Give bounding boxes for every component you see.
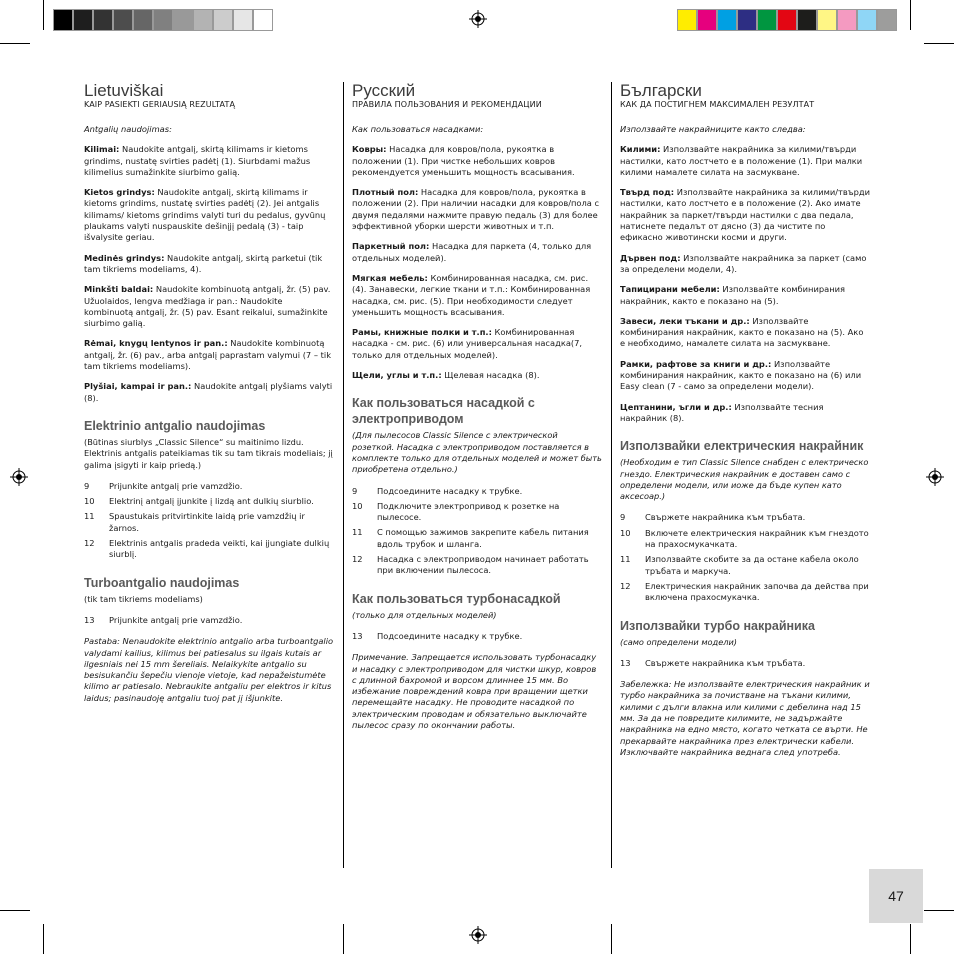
turbo-heading: Как пользоваться турбонасадкой — [352, 591, 561, 606]
step-item — [84, 511, 334, 534]
registration-mark-icon — [469, 10, 487, 28]
step-text: Prijunkite antgalį prie vamzdžio. — [109, 614, 243, 625]
crop-mark — [0, 910, 30, 911]
usage-item-label: Rėmai, knygų lentynos ir pan.: — [84, 338, 228, 349]
usage-item-label: Паркетный пол: — [352, 241, 430, 252]
usage-item — [352, 273, 602, 318]
step-number: 11 — [620, 554, 631, 565]
color-swatch — [113, 9, 133, 31]
section-subtitle: ПРАВИЛА ПОЛЬЗОВАНИЯ И РЕКОМЕНДАЦИИ — [352, 100, 542, 109]
crop-mark — [43, 0, 44, 30]
usage-item-label: Kilimai: — [84, 144, 120, 155]
step-item — [84, 615, 334, 626]
color-swatch — [193, 9, 213, 31]
usage-item-label: Щели, углы и т.п.: — [352, 370, 442, 381]
column-russian — [352, 82, 602, 740]
step-number: 12 — [84, 538, 95, 549]
color-calibration-bar — [677, 9, 897, 31]
usage-item-text: Комбинированная насадка, см. рис. (4). Занавески, легкие ткани и т.п.: Комбинированная насадка, см. рис. (5). При необходимости следует уменьшить мощность всасывания. — [352, 272, 591, 317]
usage-item-label: Плотный пол: — [352, 187, 419, 198]
step-text: Свържете накрайника към тръбата. — [645, 512, 806, 523]
usage-item-text: Naudokite kombinuotą antgalį, žr. (6) pav., arba antgalį paprastam valymui (7 – tik tam tikriems modeliams). — [84, 338, 331, 372]
usage-item-label: Тапицирани мебели: — [620, 284, 720, 295]
crop-mark — [343, 924, 344, 954]
usage-item-text: Използвайте тесния накрайник (8). — [620, 401, 824, 423]
color-swatch — [93, 9, 113, 31]
page-number: 47 — [869, 869, 923, 923]
color-swatch — [717, 9, 737, 31]
usage-item-text: Щелевая насадка (8). — [441, 370, 540, 381]
step-number: 11 — [84, 511, 95, 522]
intro-text: Използвайте накрайниците както следва: — [620, 124, 806, 134]
color-swatch — [677, 9, 697, 31]
step-item — [620, 581, 870, 604]
step-item — [84, 496, 334, 507]
intro-text: Antgalių naudojimas: — [84, 124, 172, 134]
step-text: Използвайте скобите за да остане кабела около тръбата и маркуча. — [645, 554, 859, 576]
step-number: 10 — [84, 496, 95, 507]
color-swatch — [757, 9, 777, 31]
step-text: Свържете накрайника към тръбата. — [645, 657, 806, 668]
usage-item — [352, 370, 602, 381]
turbo-heading: Използвайки турбо накрайника — [620, 618, 815, 633]
electric-heading: Как пользоваться насадкой с электроприводом — [352, 396, 535, 427]
step-text: Prijunkite antgalį prie vamzdžio. — [109, 480, 243, 491]
color-swatch — [53, 9, 73, 31]
usage-list — [620, 144, 870, 424]
color-swatch — [777, 9, 797, 31]
usage-item — [352, 241, 602, 264]
electric-steps — [352, 486, 602, 577]
color-swatch — [73, 9, 93, 31]
usage-item-text: Naudokite antgalį, skirtą kilimams ir kietoms grindims, nustatę svirties padėtį (2). Jei antgalis kilimams/ kietoms grindims valyti turi du pedalus, gyvūnų plaukams valyti nuspauskite dešinįjį pedalą (3) - taip išvalysite geriau. — [84, 187, 326, 243]
step-item — [352, 631, 602, 642]
electric-heading: Elektrinio antgalio naudojimas — [84, 418, 266, 433]
step-number: 13 — [620, 657, 631, 668]
step-text: Насадка с электроприводом начинает работать при включении пылесоса. — [377, 554, 589, 576]
usage-item — [84, 284, 334, 329]
electric-note: (Для пылесосов Classic Silence с электрической розеткой. Насадка с электроприводом поставляется в комплекте только для отдельных моделей и может быть приобретена отдельно.) — [352, 430, 602, 475]
crop-mark — [910, 0, 911, 30]
usage-item — [84, 253, 334, 276]
color-swatch — [877, 9, 897, 31]
electric-steps — [84, 481, 334, 561]
electric-heading: Използвайки електрическия накрайник — [620, 439, 864, 454]
step-number: 12 — [352, 554, 363, 565]
crop-mark — [0, 43, 30, 44]
section-title: Русский — [352, 81, 416, 100]
section-subtitle: KAIP PASIEKTI GERIAUSIĄ REZULTATĄ — [84, 100, 236, 109]
step-number: 9 — [620, 512, 626, 523]
step-item — [620, 512, 870, 523]
usage-item-text: Насадка для ковров/пола, рукоятка в положении (1). При чистке небольших ковров рекомендуется уменьшить мощность всасывания. — [352, 144, 575, 177]
usage-list — [352, 144, 602, 381]
usage-item — [620, 316, 870, 350]
usage-item-label: Medinės grindys: — [84, 252, 165, 263]
usage-item-text: Използвайте комбинирания накрайник, както е показано на (6) или Easy clean (7 - само за определени модели). — [620, 358, 862, 392]
step-number: 11 — [352, 527, 363, 538]
remark-text: Примечание. Запрещается использовать турбонасадку и насадку с электроприводом для чистки шкур, ковров с длинной бахромой и ворсом длиннее 15 мм. Во избежание повреждений ковра при вращении щетки перемещайте насадку. Не проводите насадкой по электрическим проводам и обязательно выключайте пылесос сразу по окончании работы. — [352, 652, 597, 730]
color-swatch — [797, 9, 817, 31]
usage-item — [620, 144, 870, 178]
color-swatch — [817, 9, 837, 31]
color-swatch — [857, 9, 877, 31]
step-number: 9 — [84, 480, 90, 491]
step-text: Подсоедините насадку к трубке. — [377, 630, 523, 641]
turbo-note: (только для отдельных моделей) — [352, 609, 497, 620]
step-item — [352, 501, 602, 524]
color-swatch — [697, 9, 717, 31]
registration-mark-icon — [10, 468, 28, 486]
registration-mark-icon — [926, 468, 944, 486]
step-number: 10 — [352, 500, 363, 511]
step-number: 9 — [352, 485, 358, 496]
color-swatch — [173, 9, 193, 31]
usage-item — [84, 144, 334, 178]
column-divider — [611, 82, 612, 868]
step-number: 10 — [620, 527, 631, 538]
grayscale-calibration-bar — [53, 9, 273, 31]
crop-mark — [43, 924, 44, 954]
turbo-note: (само определени модели) — [620, 636, 737, 647]
column-lithuanian — [84, 82, 334, 713]
usage-item — [620, 187, 870, 243]
step-text: Spaustukais pritvirtinkite laidą prie vamzdžių ir žarnos. — [109, 511, 305, 533]
step-item — [352, 554, 602, 577]
color-swatch — [213, 9, 233, 31]
color-swatch — [737, 9, 757, 31]
intro-text: Как пользоваться насадками: — [352, 124, 484, 134]
step-item — [352, 527, 602, 550]
usage-item — [620, 253, 870, 276]
step-text: Elektrinį antgalį įjunkite į lizdą ant dulkių siurblio. — [109, 496, 314, 507]
step-number: 13 — [352, 630, 363, 641]
step-text: Подсоедините насадку к трубке. — [377, 485, 523, 496]
usage-item-label: Цептанини, ъгли и др.: — [620, 401, 732, 412]
usage-item-label: Рамки, рафтове за книги и др.: — [620, 358, 772, 369]
usage-item-text: Комбинированная насадка - см. рис. (6) или универсальная насадка(7, только для отдельных моделей). — [352, 327, 583, 360]
turbo-heading: Turboantgalio naudojimas — [84, 575, 240, 590]
remark-text: Pastaba: Nenaudokite elektrinio antgalio arba turboantgalio valydami kailius, kilimus bei patiesalus su ilgais kutais ar ilgesniais nei 15 mm šereliais. Nelaikykite antgalio su besisukančiu šepečiu vienoje vietoje, kad nepažeistumėte kilimo ar patiesalo. Nebraukite antgaliu per elektros ir kitus laidus; pasinaudoję antgaliu tuoj pat jį išjunkite. — [84, 636, 334, 703]
registration-mark-icon — [469, 926, 487, 944]
usage-item-label: Завеси, леки тъкани и др.: — [620, 315, 750, 326]
step-number: 13 — [84, 614, 95, 625]
step-item — [84, 538, 334, 561]
color-swatch — [233, 9, 253, 31]
usage-item-text: Използвайте накрайника за паркет (само за определени модели, 4). — [620, 252, 867, 274]
usage-item — [620, 284, 870, 307]
step-item — [352, 486, 602, 497]
section-title: Български — [620, 81, 702, 100]
turbo-steps — [352, 631, 602, 642]
step-text: С помощью зажимов закрепите кабель питания вдоль трубок и шланга. — [377, 527, 589, 549]
usage-item-text: Naudokite antgalį, skirtą kilimams ir kietoms grindims, nustatę svirties padėtį (1). Siurbdami mažus kilimelius sumažinkite siurbimo galią. — [84, 144, 311, 177]
step-text: Подключите электропривод к розетке на пылесосе. — [377, 500, 560, 523]
usage-item-text: Използвайте комбинирания накрайник, както е показано на (5). — [620, 284, 846, 306]
usage-item-text: Използвайте комбинирания накрайник, както е показано на (5). Ако е необходимо, намалете силата на засмукване. — [620, 315, 864, 349]
usage-item-text: Naudokite antgalį plyšiams valyti (8). — [84, 381, 333, 403]
usage-item — [620, 359, 870, 393]
usage-item-label: Мягкая мебель: — [352, 272, 428, 283]
usage-item — [84, 187, 334, 243]
turbo-note: (tik tam tikriems modeliams) — [84, 593, 203, 604]
usage-item-text: Naudokite antgalį, skirtą parketui (tik tam tikriems modeliams, 4). — [84, 252, 323, 274]
crop-mark — [924, 910, 954, 911]
turbo-steps — [84, 615, 334, 626]
step-text: Електрическия накрайник започва да действа при включена прахосмукачка. — [645, 580, 869, 603]
usage-item — [352, 187, 602, 232]
usage-item — [352, 144, 602, 178]
crop-mark — [924, 43, 954, 44]
usage-item-text: Използвайте накрайника за килими/твърди настилки, като лостчето е в положение (2). Ако имате накрайник за паркет/твърди настилки с два педала, натиснете педалът от дясно (3) да чистите по ефикасно животински косми и други. — [620, 187, 871, 243]
step-item — [620, 658, 870, 669]
usage-item-label: Килими: — [620, 144, 661, 155]
usage-item — [620, 402, 870, 425]
usage-item — [352, 327, 602, 361]
electric-steps — [620, 512, 870, 603]
turbo-steps — [620, 658, 870, 669]
usage-item-text: Използвайте накрайника за килими/твърди настилки, като лостчето е в положение (1). При малки килими намалете силата на засмукване. — [620, 144, 863, 177]
usage-item — [84, 381, 334, 404]
crop-mark — [611, 924, 612, 954]
color-swatch — [133, 9, 153, 31]
crop-mark — [910, 924, 911, 954]
usage-item — [84, 338, 334, 372]
usage-item-text: Насадка для паркета (4, только для отдельных моделей). — [352, 241, 592, 263]
usage-item-label: Plyšiai, kampai ir pan.: — [84, 381, 192, 392]
section-title: Lietuviškai — [84, 81, 164, 100]
remark-text: Забележка: Не използвайте електрическия накрайник и турбо накрайника за почистване на тъкани килими, килими с дълги влакна или килими с дебелина над 15 мм. За да не повредите килимите, не задържайте накрайника на едно място, когато четката се върти. Не прекарвайте накрайника през електрически кабели. Изключвайте накрайника веднага след употреба. — [620, 679, 870, 757]
step-number: 12 — [620, 580, 631, 591]
step-item — [620, 554, 870, 577]
usage-item-label: Kietos grindys: — [84, 187, 155, 198]
color-swatch — [153, 9, 173, 31]
usage-item-label: Ковры: — [352, 144, 387, 155]
usage-list — [84, 144, 334, 404]
electric-note: (Необходим е тип Classic Silence снабден с електрическо гнездо. Електрическия накрайник е доставен само с определени модели, или иоже да бъде купен като аксесоар.) — [620, 457, 869, 502]
column-bulgarian — [620, 82, 870, 767]
column-divider — [343, 82, 344, 868]
usage-item-label: Твърд под: — [620, 187, 675, 198]
electric-note: (Būtinas siurblys „Classic Silence“ su maitinimo lizdu. Elektrinis antgalis pateikiamas tik su tam tikrais modeliais; jį galima įsigyti ir kaip priedą.) — [84, 436, 333, 470]
usage-item-label: Дървен под: — [620, 252, 681, 263]
step-text: Elektrinis antgalis pradeda veikti, kai įjungiate dulkių siurblį. — [109, 538, 330, 560]
usage-item-text: Насадка для ковров/пола, рукоятка в положении (2). При наличии насадки для ковров/пола с двумя педалями нажмите правую педаль (3) для более эффективной уборки шерсти животных и т.п. — [352, 187, 600, 232]
step-item — [84, 481, 334, 492]
usage-item-label: Рамы, книжные полки и т.п.: — [352, 327, 492, 338]
usage-item-text: Naudokite kombinuotą antgalį, žr. (5) pav. Užuolaidos, lengva medžiaga ir pan.: Naudokite kombinuotą antgalį, žr. (5) pav. Esant reikalui, sumažinkite siurbimo galią. — [84, 284, 331, 329]
step-item — [620, 528, 870, 551]
section-subtitle: КАК ДА ПОСТИГНЕМ МАКСИМАЛЕН РЕЗУЛТАТ — [620, 100, 815, 109]
color-swatch — [837, 9, 857, 31]
step-text: Включете електрическия накрайник към гнездото на прахосмукачката. — [645, 527, 869, 550]
color-swatch — [253, 9, 273, 31]
usage-item-label: Minkšti baldai: — [84, 284, 154, 295]
